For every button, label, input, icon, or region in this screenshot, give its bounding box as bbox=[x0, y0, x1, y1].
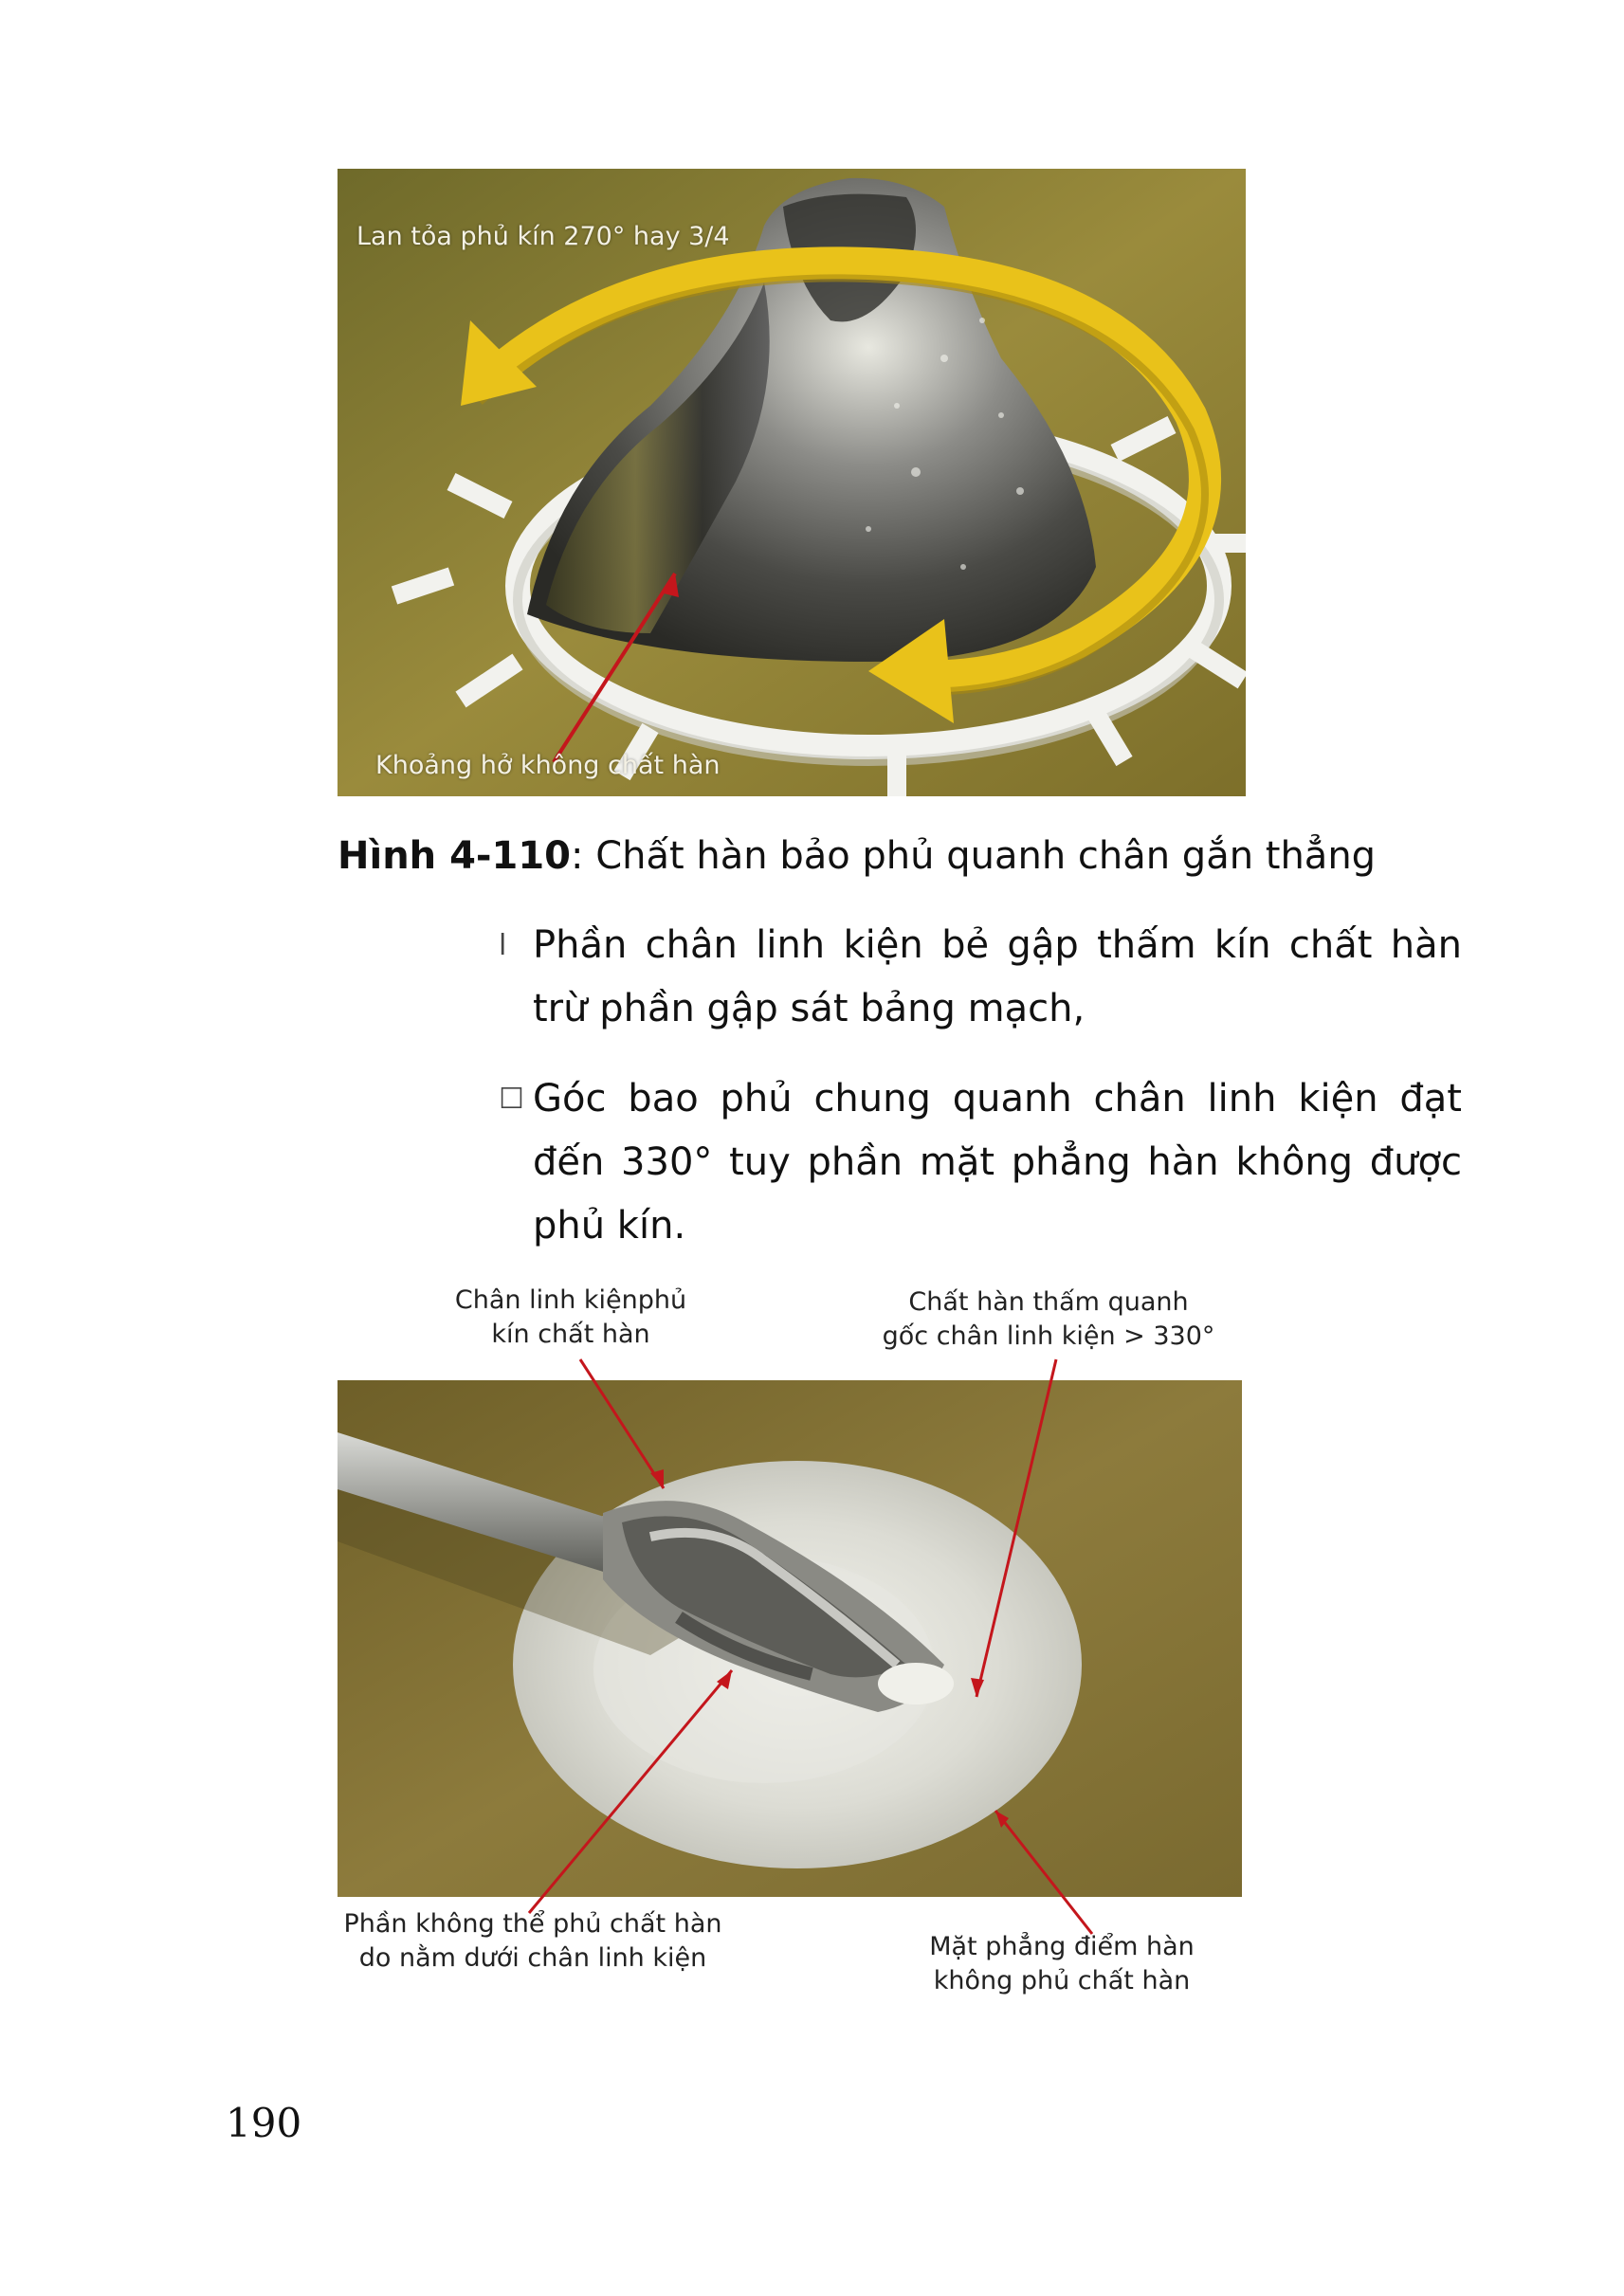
bullet-marker-2: ☐ bbox=[499, 1083, 524, 1116]
figure-2 bbox=[322, 1280, 1270, 2019]
figure-2-label-bottom-left-line-1: Phần không thể phủ chất hàn bbox=[343, 1909, 722, 1939]
figure-2-label-top-left-line-1: Chân linh kiệnphủ bbox=[454, 1285, 687, 1315]
pointer-bottom-right bbox=[995, 1811, 1092, 1934]
figure-2-label-bottom-right-line-2: không phủ chất hàn bbox=[933, 1966, 1191, 1995]
pointer-bottom-left bbox=[529, 1670, 732, 1913]
figure-2-label-top-right-line-1: Chất hàn thấm quanh bbox=[908, 1287, 1189, 1317]
bullet-text-1: Phần chân linh kiện bẻ gập thấm kín chất hàn trừ phần gập sát bảng mạch, bbox=[533, 923, 1462, 1030]
figure-2-label-bottom-left bbox=[322, 1907, 743, 1976]
figure-caption bbox=[338, 834, 1376, 878]
bullet-marker-1: l bbox=[499, 929, 507, 962]
figure-1-bottom-label: Khoảng hở không chất hàn bbox=[375, 751, 721, 780]
page-number: 190 bbox=[226, 2100, 302, 2146]
figure-2-label-bottom-right bbox=[910, 1930, 1213, 1998]
bullet-text-2: Góc bao phủ chung quanh chân linh kiện đạt đến 330° tuy phần mặt phẳng hàn không được phủ kín. bbox=[533, 1077, 1462, 1248]
pointer-top-left bbox=[580, 1359, 664, 1488]
figure-1-photo bbox=[338, 169, 1246, 796]
pointer-top-right bbox=[976, 1359, 1056, 1697]
figure-1-top-label: Lan tỏa phủ kín 270° hay 3/4 bbox=[356, 222, 730, 251]
bullet-item-2 bbox=[499, 1067, 1462, 1258]
figure-2-label-top-left-line-2: kín chất hàn bbox=[491, 1320, 650, 1349]
figure-2-label-bottom-right-line-1: Mặt phẳng điểm hàn bbox=[929, 1932, 1195, 1961]
figure-1-illustration bbox=[338, 169, 1246, 796]
caption-text: : Chất hàn bảo phủ quanh chân gắn thẳng bbox=[571, 834, 1377, 878]
bullet-item-1 bbox=[499, 914, 1462, 1041]
figure-2-label-bottom-left-line-2: do nằm dưới chân linh kiện bbox=[358, 1943, 707, 1973]
caption-number: Hình 4-110 bbox=[338, 834, 571, 878]
figure-2-label-top-right-line-2: gốc chân linh kiện > 330° bbox=[882, 1321, 1215, 1351]
